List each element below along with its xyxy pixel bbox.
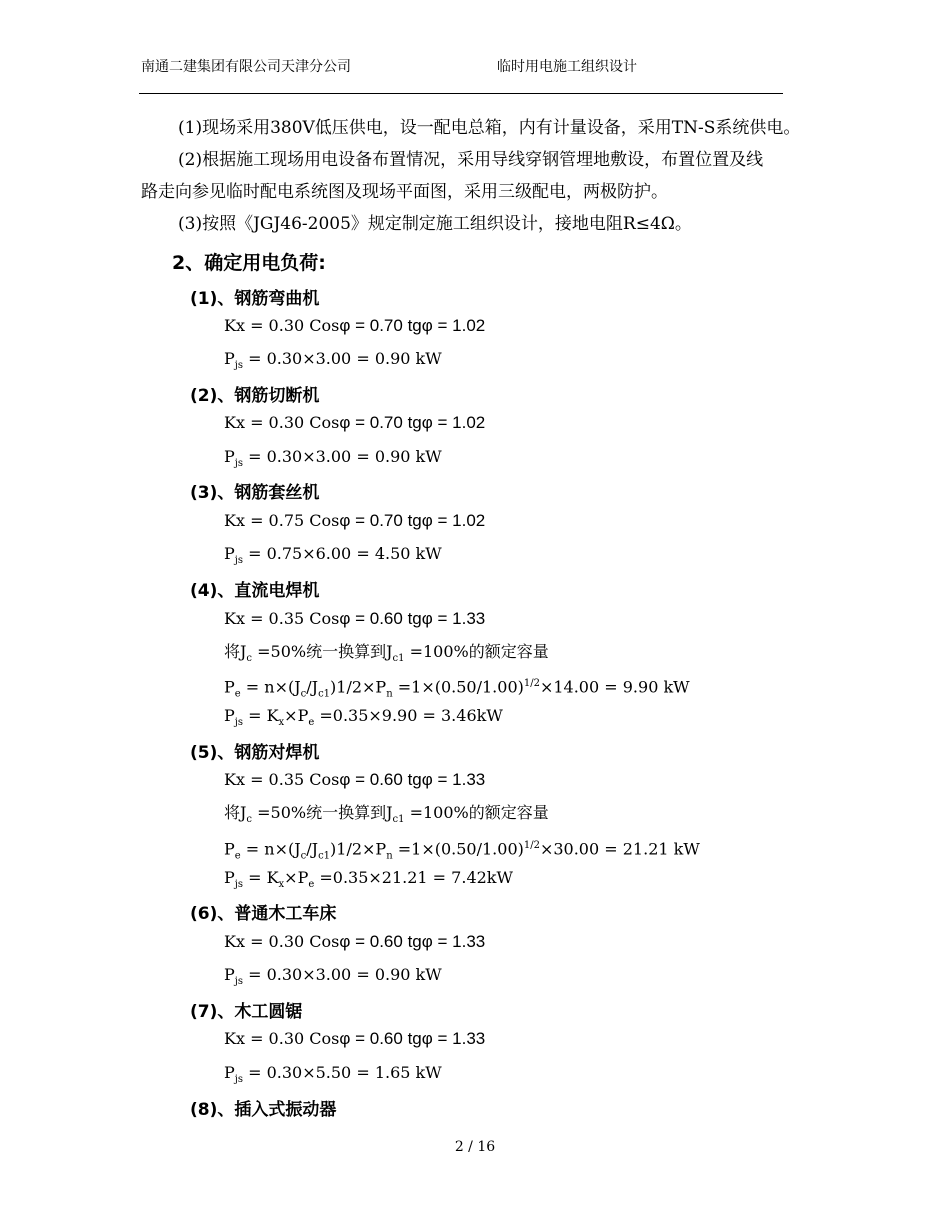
intro-line-1: (1)现场采用380V低压供电，设一配电总箱，内有计量设备，采用TN-S系统供电。 xyxy=(178,118,801,138)
factor-line: Kx = 0.35 Cosφ = 0.60 tgφ = 1.33 xyxy=(224,770,486,789)
intro-line-4: (3)按照《JGJ46-2005》规定制定施工组织设计，接地电阻R≤4Ω。 xyxy=(178,214,692,234)
pe-line: $P_e = n\times(J_c/J_{c1})1/2\times P_n =1\times(0.50/1.00)^{1/2}\times 14.00 = 9.90$ kW xyxy=(224,677,690,700)
pjs-line: $P_{js} = 0.30\times 3.00 = 0.90$ kW xyxy=(224,965,442,988)
factor-line: Kx = 0.75 Cosφ = 0.70 tgφ = 1.02 xyxy=(224,511,486,530)
item-title: (1)、钢筋弯曲机 xyxy=(190,289,320,309)
pjs-line: $P_{js} = 0.30\times 3.00 = 0.90$ kW xyxy=(224,349,442,372)
item-title: (4)、直流电焊机 xyxy=(190,581,320,601)
item-title: (3)、钢筋套丝机 xyxy=(190,483,320,503)
intro-line-2: (2)根据施工现场用电设备布置情况，采用导线穿钢管埋地敷设，布置位置及线 xyxy=(178,150,764,170)
intro-line-3: 路走向参见临时配电系统图及现场平面图，采用三级配电，两极防护。 xyxy=(141,182,668,202)
pjs-line: $P_{js} = K_x\times P_e =0.35\times 21.21 = 7.42kW$ xyxy=(224,868,513,891)
pjs-line: $P_{js} = K_x\times P_e =0.35\times 9.90 = 3.46kW$ xyxy=(224,706,503,729)
page-number: 2 / 16 xyxy=(454,1139,496,1155)
factor-line: Kx = 0.30 Cosφ = 0.70 tgφ = 1.02 xyxy=(224,413,486,432)
item-title: (7)、木工圆锯 xyxy=(190,1002,303,1022)
header-divider xyxy=(139,93,783,94)
item-title: (8)、插入式振动器 xyxy=(190,1100,337,1120)
conversion-line: 将$J_c =50\%$统一换算到$J_{c1} =100\%$的额定容量 xyxy=(224,803,549,826)
factor-line: Kx = 0.30 Cosφ = 0.60 tgφ = 1.33 xyxy=(224,932,486,951)
pe-line: $P_e = n\times(J_c/J_{c1})1/2\times P_n =1\times(0.50/1.00)^{1/2}\times 30.00 = 21.21$ kW xyxy=(224,839,700,862)
conversion-line: 将$J_c =50\%$统一换算到$J_{c1} =100\%$的额定容量 xyxy=(224,642,549,665)
factor-line: Kx = 0.30 Cosφ = 0.60 tgφ = 1.33 xyxy=(224,1029,486,1048)
item-title: (6)、普通木工车床 xyxy=(190,904,337,924)
header-doc-title: 临时用电施工组织设计 xyxy=(497,59,637,75)
pjs-line: $P_{js} = 0.30\times 5.50 = 1.65$ kW xyxy=(224,1063,442,1086)
factor-line: Kx = 0.30 Cosφ = 0.70 tgφ = 1.02 xyxy=(224,316,486,335)
section-title: 2、确定用电负荷: xyxy=(172,252,326,274)
header-company: 南通二建集团有限公司天津分公司 xyxy=(141,59,351,75)
pjs-line: $P_{js} = 0.75\times 6.00 = 4.50$ kW xyxy=(224,544,442,567)
item-title: (5)、钢筋对焊机 xyxy=(190,743,320,763)
item-title: (2)、钢筋切断机 xyxy=(190,386,320,406)
pjs-line: $P_{js} = 0.30\times 3.00 = 0.90$ kW xyxy=(224,447,442,470)
factor-line: Kx = 0.35 Cosφ = 0.60 tgφ = 1.33 xyxy=(224,609,486,628)
